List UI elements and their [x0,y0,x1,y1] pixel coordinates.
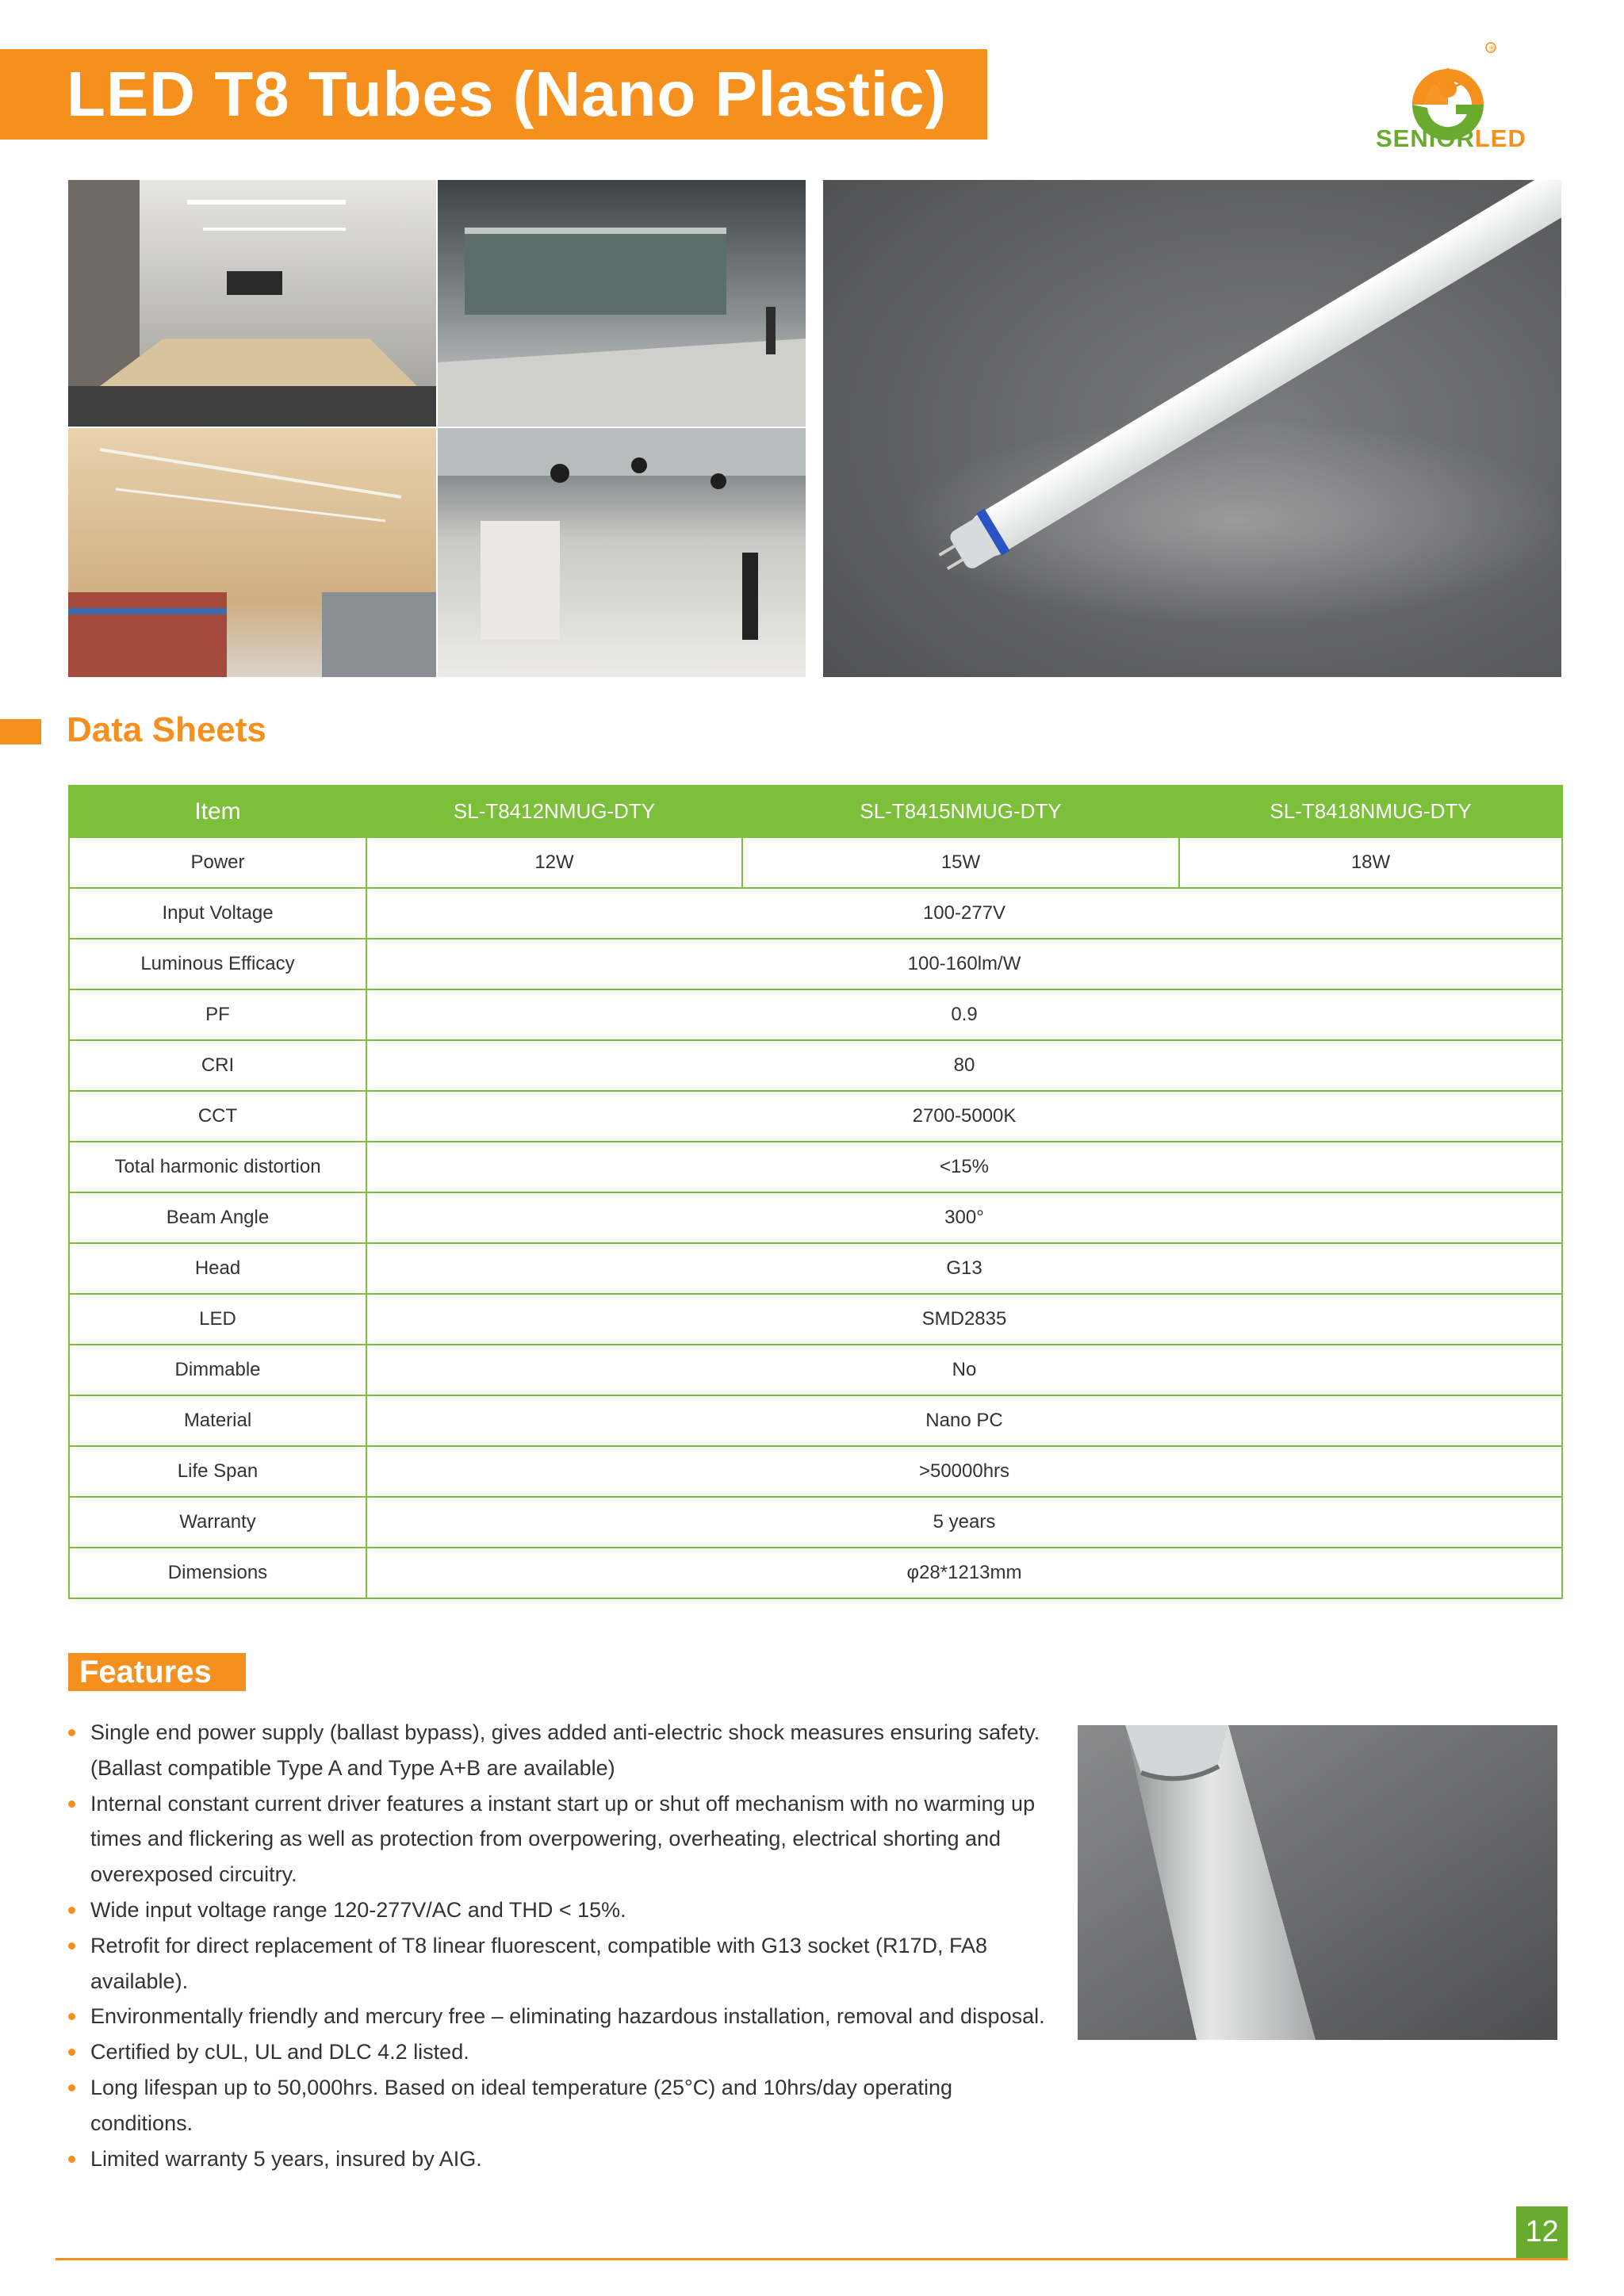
row-label: CCT [69,1091,366,1142]
metro-station-photo [438,180,806,427]
row-label: Warranty [69,1497,366,1548]
row-label: Dimensions [69,1548,366,1598]
bullet-icon [68,1942,75,1950]
list-item: Wide input voltage range 120-277V/AC and THD < 15%. [68,1892,1051,1928]
column-header-model: SL-T8412NMUG-DTY [366,786,742,837]
row-label: Power [69,837,366,888]
features-list [68,1715,1051,2176]
table-row [69,1040,1562,1091]
row-label: Material [69,1395,366,1446]
cell-value: 80 [366,1040,1562,1091]
table-row [69,1446,1562,1497]
data-sheets-heading: Data Sheets [67,710,266,749]
features-heading: Features [79,1655,212,1689]
footer-divider [56,2258,1568,2260]
row-label: Dimmable [69,1345,366,1395]
table-row [69,1548,1562,1598]
table-row [69,1243,1562,1294]
table-row [69,1142,1562,1192]
cell-value: 5 years [366,1497,1562,1548]
list-item: Limited warranty 5 years, insured by AIG. [68,2141,1051,2177]
table-row [69,989,1562,1040]
cell-value: 15W [742,837,1179,888]
brand-wordmark: SENIORLED [1376,124,1526,152]
svg-text:®: ® [1488,45,1496,53]
cell-value: 0.9 [366,989,1562,1040]
table-row [69,939,1562,989]
list-item: Long lifespan up to 50,000hrs. Based on ideal temperature (25°C) and 10hrs/day operating conditions. [68,2070,1051,2141]
table-row [69,1091,1562,1142]
list-item: Environmentally friendly and mercury free – eliminating hazardous installation, removal and disposal. [68,1999,1051,2034]
cell-value: 2700-5000K [366,1091,1562,1142]
cell-value: 300° [366,1192,1562,1243]
cell-value: No [366,1345,1562,1395]
bullet-icon [68,2156,75,2163]
list-item: Internal constant current driver features a instant start up or shut off mechanism with no warming up times and flickering as well as protection from overpowering, overheating, electrical shorting and overexposed circuitry. [68,1786,1051,1892]
row-label: PF [69,989,366,1040]
cell-value: Nano PC [366,1395,1562,1446]
data-sheet-table [68,785,1563,1599]
section-marker [0,719,41,744]
cell-value: 100-160lm/W [366,939,1562,989]
row-label: Head [69,1243,366,1294]
conference-room-photo [68,180,436,427]
cell-value: 18W [1179,837,1562,888]
row-label: Luminous Efficacy [69,939,366,989]
row-label: Input Voltage [69,888,366,939]
bullet-icon [68,2084,75,2091]
table-header-row [69,786,1562,837]
bullet-icon [68,1729,75,1736]
row-label: Life Span [69,1446,366,1497]
cell-value: SMD2835 [366,1294,1562,1345]
tube-end-cap-closeup-photo [1078,1725,1557,2040]
column-header-item: Item [69,786,366,837]
cell-value: φ28*1213mm [366,1548,1562,1598]
row-label: LED [69,1294,366,1345]
t8-tube-photo [823,180,1561,677]
page-number: 12 [1516,2206,1568,2258]
list-item: Retrofit for direct replacement of T8 linear fluorescent, compatible with G13 socket (R17D, FA8 available). [68,1928,1051,1999]
bullet-icon [68,1907,75,1914]
cell-value: <15% [366,1142,1562,1192]
cell-value: 100-277V [366,888,1562,939]
cell-value: 12W [366,837,742,888]
row-label: Total harmonic distortion [69,1142,366,1192]
cell-value: >50000hrs [366,1446,1562,1497]
table-row [69,888,1562,939]
supermarket-photo [68,428,436,677]
table-row [69,837,1562,888]
table-row [69,1395,1562,1446]
table-row [69,1345,1562,1395]
row-label: Beam Angle [69,1192,366,1243]
bullet-icon [68,2049,75,2056]
table-row [69,1192,1562,1243]
warehouse-hall-photo [438,428,806,677]
table-row [69,1294,1562,1345]
cell-value: G13 [366,1243,1562,1294]
application-photo-grid [68,180,806,677]
list-item: Single end power supply (ballast bypass), gives added anti-electric shock measures ensuring safety. (Ballast compatible Type A and Type A+B are available) [68,1715,1051,1786]
row-label: CRI [69,1040,366,1091]
table-row [69,1497,1562,1548]
bullet-icon [68,1800,75,1808]
column-header-model: SL-T8415NMUG-DTY [742,786,1179,837]
list-item: Certified by cUL, UL and DLC 4.2 listed. [68,2034,1051,2070]
page-title: LED T8 Tubes (Nano Plastic) [67,59,948,129]
bullet-icon [68,2013,75,2020]
column-header-model: SL-T8418NMUG-DTY [1179,786,1562,837]
